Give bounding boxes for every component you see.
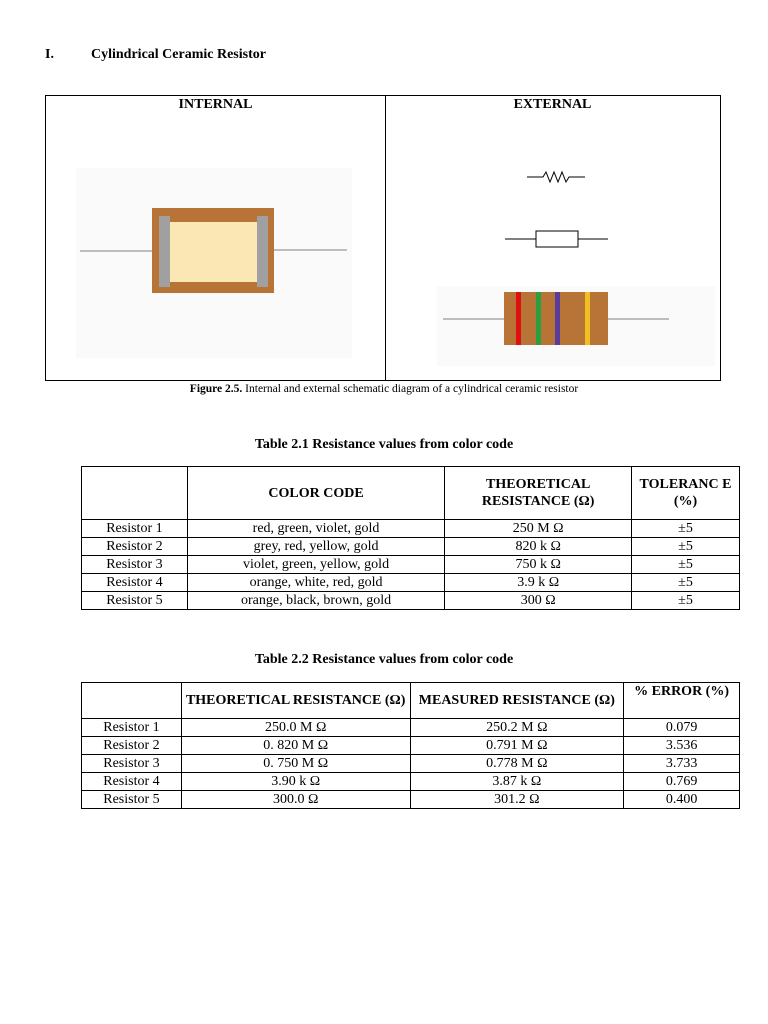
table2-header-cell: THEORETICAL RESISTANCE (Ω) [181,683,410,719]
table-cell: Resistor 5 [82,791,182,809]
table-cell: Resistor 4 [82,773,182,791]
external-resistor-diagrams [385,96,720,382]
table2 [81,682,740,809]
table-cell: 0.079 [624,719,740,737]
table-cell: Resistor 1 [82,520,188,538]
table1-header-cell: COLOR CODE [187,467,444,520]
table-cell: 820 k Ω [445,538,632,556]
internal-resistor-diagram [46,96,385,382]
table-cell: orange, black, brown, gold [187,592,444,610]
table-cell: red, green, violet, gold [187,520,444,538]
table-cell: 301.2 Ω [410,791,624,809]
color-band-violet [555,292,560,345]
table-row [82,592,740,610]
table-row [82,556,740,574]
table-cell: 750 k Ω [445,556,632,574]
table-cell: ±5 [632,520,740,538]
table-cell: 300.0 Ω [181,791,410,809]
table-cell: 3.87 k Ω [410,773,624,791]
color-band-gold [585,292,590,345]
table1-header-row [82,467,740,520]
table-row [82,791,740,809]
section-number: I. [45,47,54,62]
table-cell: violet, green, yellow, gold [187,556,444,574]
section-title: Cylindrical Ceramic Resistor [91,47,266,62]
table-cell: Resistor 3 [82,556,188,574]
table-cell: 0. 820 M Ω [181,737,410,755]
table-cell: orange, white, red, gold [187,574,444,592]
table2-header-cell [82,683,182,719]
figure-caption [0,383,768,395]
table-cell: grey, red, yellow, gold [187,538,444,556]
table-cell: ±5 [632,574,740,592]
table1-title: Table 2.1 Resistance values from color code [254,437,514,452]
table-row [82,719,740,737]
table-cell: ±5 [632,592,740,610]
table-cell: Resistor 3 [82,755,182,773]
table-cell: 250.0 M Ω [181,719,410,737]
figure-caption-label: Figure 2.5. [189,383,243,395]
left-end-cap [159,216,170,287]
table-cell: 0.778 M Ω [410,755,624,773]
table-cell: ±5 [632,556,740,574]
resistor-figure [45,95,721,381]
zigzag-resistor-symbol [527,172,585,182]
table-row [82,773,740,791]
table-cell: Resistor 5 [82,592,188,610]
table-cell: 3.9 k Ω [445,574,632,592]
table-cell: Resistor 1 [82,719,182,737]
table-row [82,755,740,773]
table-cell: 3.90 k Ω [181,773,410,791]
color-band-green [536,292,541,345]
resistive-core [170,222,257,282]
table-cell: Resistor 4 [82,574,188,592]
table-cell: Resistor 2 [82,538,188,556]
table-row [82,737,740,755]
color-band-red [516,292,521,345]
table-cell: ±5 [632,538,740,556]
table2-header-cell: % ERROR (%) [624,683,740,719]
section-heading [45,47,266,63]
table-cell: Resistor 2 [82,737,182,755]
table-cell: 3.733 [624,755,740,773]
table-cell: 250.2 M Ω [410,719,624,737]
table2-title: Table 2.2 Resistance values from color code [254,652,514,667]
table1-header-cell: THEORETICAL RESISTANCE (Ω) [445,467,632,520]
table2-header-cell: MEASURED RESISTANCE (Ω) [410,683,624,719]
internal-panel [46,96,386,380]
table-cell: 0.400 [624,791,740,809]
table-cell: 0. 750 M Ω [181,755,410,773]
table-cell: 300 Ω [445,592,632,610]
external-label: EXTERNAL [513,97,592,112]
table-cell: 3.536 [624,737,740,755]
table-row [82,574,740,592]
table-cell: 0.769 [624,773,740,791]
table-cell: 250 M Ω [445,520,632,538]
table1 [81,466,740,610]
right-end-cap [257,216,268,287]
internal-label: INTERNAL [178,97,253,112]
figure-caption-text: Internal and external schematic diagram of a cylindrical ceramic resistor [242,383,579,395]
table-cell: 0.791 M Ω [410,737,624,755]
box-resistor-symbol [536,231,578,247]
table2-header-row [82,683,740,719]
external-panel [385,96,720,380]
table-row [82,538,740,556]
table1-header-cell [82,467,188,520]
table-row [82,520,740,538]
table1-header-cell: TOLERANC E (%) [632,467,740,520]
